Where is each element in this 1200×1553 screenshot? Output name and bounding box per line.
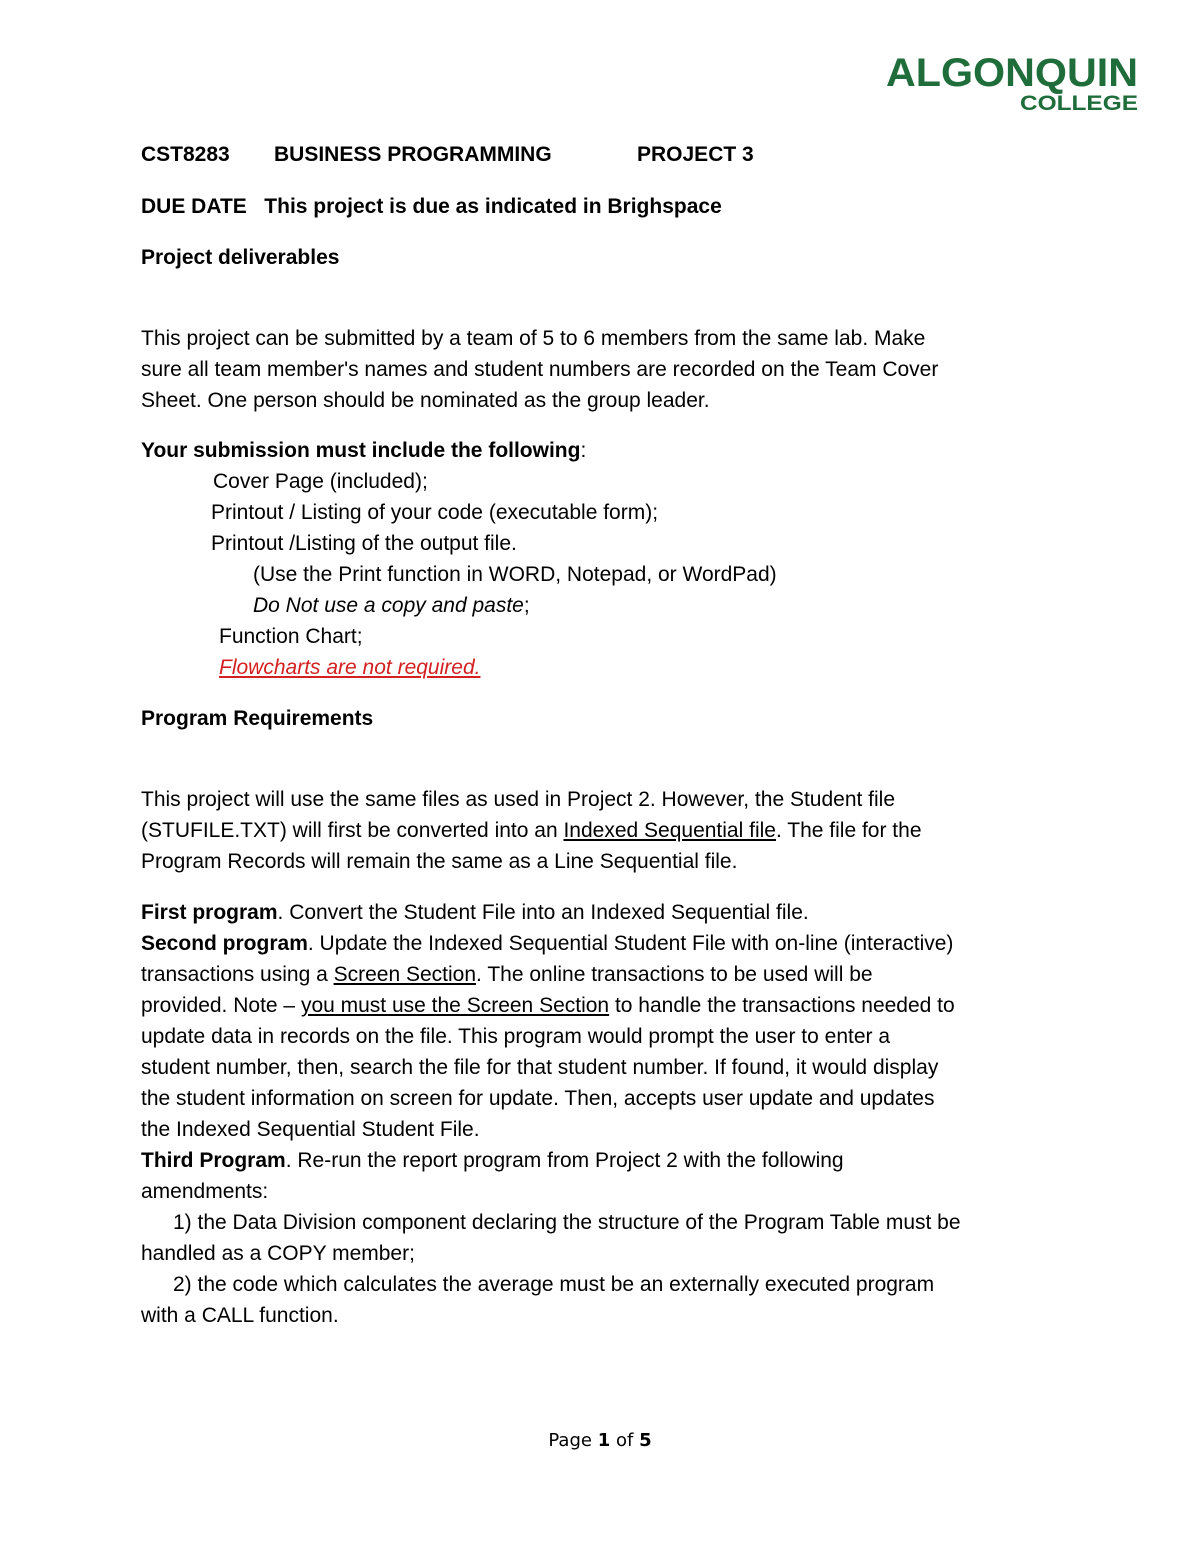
submission-colon: : xyxy=(580,439,587,462)
requirements-line-1: This project will use the same files as used in Project 2. However, the Student file xyxy=(141,788,896,811)
submission-heading-line xyxy=(141,436,586,466)
second-program-line-7: the Indexed Sequential Student File. xyxy=(141,1118,480,1141)
third-program-text-1: . Re-run the report program from Project 2 with the following xyxy=(285,1149,844,1172)
page-footer xyxy=(0,1430,1200,1451)
submission-item-code-listing: Printout / Listing of your code (executable form); xyxy=(211,501,659,524)
third-program-line-2: amendments: xyxy=(141,1180,269,1203)
first-program-line xyxy=(141,898,809,928)
second-program-text-1: . Update the Indexed Sequential Student File with on-line (interactive) xyxy=(307,932,954,955)
third-program-label: Third Program xyxy=(141,1149,286,1172)
requirements-line-2 xyxy=(141,816,922,846)
amendment-2-line-1: 2) the code which calculates the average must be an externally executed program xyxy=(173,1273,935,1296)
indexed-sequential-file-term: Indexed Sequential file xyxy=(563,819,776,842)
submission-note-no-copy-paste xyxy=(253,591,530,621)
intro-line-2: sure all team member's names and student numbers are recorded on the Team Cover xyxy=(141,358,939,381)
logo-bottom-word: COLLEGE xyxy=(1020,92,1138,114)
of-word: of xyxy=(615,1430,634,1451)
requirements-heading: Program Requirements xyxy=(141,707,374,730)
submission-item-output-listing: Printout /Listing of the output file. xyxy=(211,532,517,555)
second-program-line-1 xyxy=(141,929,953,959)
course-header xyxy=(141,140,941,170)
screen-section-term: Screen Section xyxy=(333,963,477,986)
first-program-text: . Convert the Student File into an Indexed Sequential file. xyxy=(277,901,809,924)
second-program-line-2 xyxy=(141,960,873,990)
second-program-line-4: update data in records on the file. This program would prompt the user to enter a xyxy=(141,1025,891,1048)
intro-line-1: This project can be submitted by a team of 5 to 6 members from the same lab. Make xyxy=(141,327,926,350)
course-title: BUSINESS PROGRAMMING xyxy=(274,143,552,166)
amendment-1-line-1: 1) the Data Division component declaring the structure of the Program Table must be xyxy=(173,1211,961,1234)
amendment-2-line-2: with a CALL function. xyxy=(141,1304,339,1327)
submission-note-print-function: (Use the Print function in WORD, Notepad, or WordPad) xyxy=(253,563,777,586)
second-program-line-2-start: transactions using a xyxy=(141,963,334,986)
deliverables-heading: Project deliverables xyxy=(141,246,340,269)
screen-section-requirement: you must use the Screen Section xyxy=(300,994,610,1017)
second-program-line-6: the student information on screen for update. Then, accepts user update and updates xyxy=(141,1087,935,1110)
due-date-line xyxy=(141,192,722,222)
flowcharts-not-required-note: Flowcharts are not required. xyxy=(219,656,481,679)
second-program-line-5: student number, then, search the file for that student number. If found, it would display xyxy=(141,1056,939,1079)
course-code: CST8283 xyxy=(141,143,230,166)
no-copy-paste-semicolon: ; xyxy=(523,594,530,617)
due-date-text: This project is due as indicated in Brighspace xyxy=(264,195,722,218)
logo-top-word: ALGONQUIN xyxy=(886,52,1138,95)
project-number: PROJECT 3 xyxy=(637,143,754,166)
page-word: Page xyxy=(548,1430,592,1451)
due-date-label: DUE DATE xyxy=(141,195,247,218)
requirements-line-2-end: . The file for the xyxy=(775,819,922,842)
submission-item-cover-page: Cover Page (included); xyxy=(213,470,428,493)
algonquin-college-logo xyxy=(880,52,1140,114)
page-current: 1 xyxy=(597,1430,611,1451)
second-program-line-3-start: provided. Note – xyxy=(141,994,301,1017)
requirements-line-3: Program Records will remain the same as a Line Sequential file. xyxy=(141,850,738,873)
third-program-line-1 xyxy=(141,1146,844,1176)
amendment-1-line-2: handled as a COPY member; xyxy=(141,1242,415,1265)
second-program-line-3 xyxy=(141,991,955,1021)
second-program-line-2-end: . The online transactions to be used will be xyxy=(476,963,873,986)
requirements-line-2-start: (STUFILE.TXT) will first be converted into an xyxy=(141,819,564,842)
page-total: 5 xyxy=(639,1430,652,1451)
first-program-label: First program xyxy=(141,901,278,924)
second-program-label: Second program xyxy=(141,932,308,955)
submission-heading: Your submission must include the following xyxy=(141,439,581,462)
no-copy-paste-text: Do Not use a copy and paste xyxy=(253,594,524,617)
second-program-line-3-end: to handle the transactions needed to xyxy=(609,994,955,1017)
submission-item-function-chart: Function Chart; xyxy=(219,625,363,648)
intro-line-3: Sheet. One person should be nominated as the group leader. xyxy=(141,389,710,412)
